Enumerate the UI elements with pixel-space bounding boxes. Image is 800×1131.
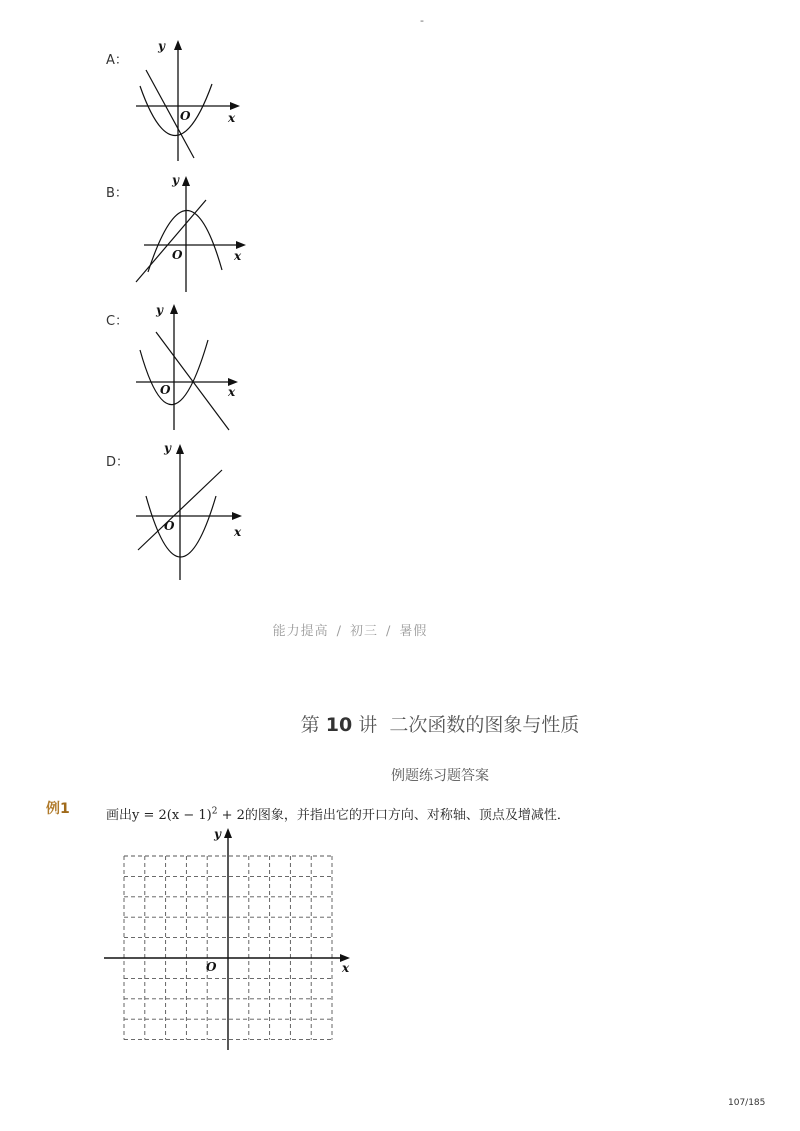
lecture-number: 10 (325, 714, 353, 736)
y-axis-label: y (172, 173, 179, 187)
y-axis-label: y (164, 441, 171, 455)
question-prefix: 画出 (106, 808, 133, 823)
x-axis-label: x (234, 525, 242, 539)
coordinate-grid (100, 822, 360, 1054)
formula-main: y = 2(x − 1) (132, 808, 212, 823)
y-axis-arrow-icon (170, 304, 178, 314)
parabola-curve (148, 210, 222, 272)
formula-exponent: 2 (211, 806, 218, 817)
x-axis-arrow-icon (232, 512, 242, 520)
breadcrumb-separator: / (336, 624, 342, 639)
header-mark: - (420, 14, 424, 27)
x-axis-arrow-icon (236, 241, 246, 249)
breadcrumb-part-2: 初三 (349, 624, 378, 639)
origin-label: O (160, 383, 171, 397)
y-axis-label: y (158, 39, 165, 53)
x-axis-label: x (228, 385, 236, 399)
origin-label: O (172, 248, 183, 262)
breadcrumb-separator: / (386, 624, 392, 639)
origin-label: O (164, 519, 175, 533)
straight-line (136, 200, 206, 282)
option-c-label: C： (106, 314, 129, 329)
page-number: 107/185 (728, 1098, 766, 1108)
lecture-suffix: 讲 (358, 714, 378, 736)
example-label (46, 798, 70, 818)
x-axis-label: x (342, 961, 350, 975)
y-axis-arrow-icon (176, 444, 184, 454)
lecture-topic: 二次函数的图象与性质 (389, 714, 580, 736)
y-axis-arrow-icon (224, 828, 232, 838)
formula-tail: + 2 (217, 808, 245, 823)
example-question (106, 804, 570, 823)
option-c-graph (130, 298, 255, 438)
origin-label: O (206, 960, 217, 974)
y-axis-label: y (156, 303, 163, 317)
x-axis-label: x (234, 249, 242, 263)
parabola-curve (140, 84, 212, 136)
lecture-prefix: 第 (300, 714, 320, 736)
example-label-text: 例 (46, 801, 60, 817)
breadcrumb-part-1: 能力提高 (272, 624, 329, 639)
option-b-graph (130, 170, 255, 295)
option-a-graph (130, 36, 250, 166)
option-b-label: B： (106, 186, 128, 201)
origin-label: O (180, 109, 191, 123)
x-axis-arrow-icon (230, 102, 240, 110)
lecture-title (0, 710, 800, 737)
parabola-curve (146, 496, 216, 557)
y-axis-arrow-icon (182, 176, 190, 186)
formula (132, 808, 245, 823)
breadcrumb-part-3: 暑假 (399, 624, 428, 639)
section-title: 例题练习题答案 (391, 768, 489, 784)
example-label-number: 1 (60, 801, 70, 817)
question-suffix: 的图象，并指出它的开口方向、对称轴、顶点及增减性． (244, 808, 570, 823)
x-axis-label: x (228, 111, 236, 125)
option-d-label: D： (106, 455, 130, 470)
straight-line (156, 332, 229, 430)
y-axis-label: y (214, 827, 221, 841)
breadcrumb (0, 620, 700, 639)
option-d-graph (130, 438, 255, 583)
y-axis-arrow-icon (174, 40, 182, 50)
option-a-label: A： (106, 53, 128, 68)
